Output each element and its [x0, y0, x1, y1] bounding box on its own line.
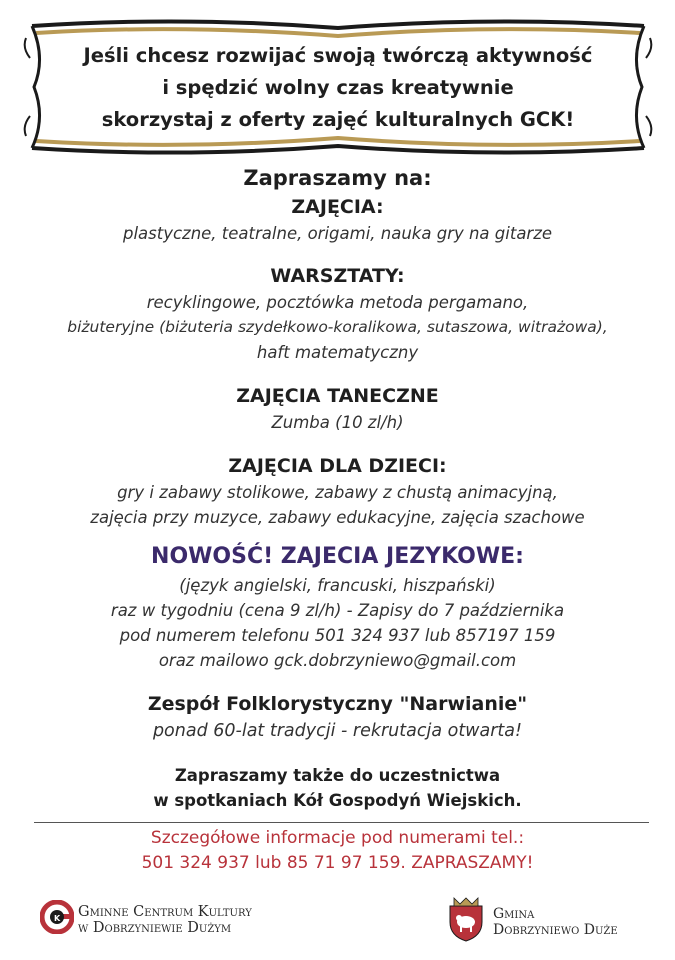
gck-name-line-2: w Dobrzyniewie Dużym [78, 920, 232, 936]
warsztaty-line-2: biżuteryjne (biżuteria szydełkowo-koralikowa, sutaszowa, witrażowa), [67, 318, 608, 336]
gmina-name [493, 906, 618, 938]
warsztaty-line-3: haft matematyczny [256, 343, 419, 362]
divider [34, 822, 649, 823]
banner-line-2: i spędzić wolny czas kreatywnie [162, 76, 514, 99]
svg-text:K: K [54, 914, 61, 923]
warsztaty-heading: WARSZTATY: [270, 265, 405, 287]
taneczne-heading: ZAJĘCIA TANECZNE [236, 385, 439, 407]
gck-name [78, 904, 252, 936]
dzieci-line-1: gry i zabawy stolikowe, zabawy z chustą animacyjną, [117, 483, 558, 502]
zajecia-heading: ZAJĘCIA: [291, 196, 384, 218]
banner-text [22, 40, 654, 136]
dzieci-line-2: zajęcia przy muzyce, zabawy edukacyjne, zajęcia szachowe [90, 508, 585, 527]
gck-logo-icon [40, 900, 74, 934]
jezykowe-line-1: (język angielski, francuski, hiszpański) [179, 576, 496, 595]
contact-line-1: Szczegółowe informacje pod numerami tel.: [150, 828, 525, 848]
kgw-line-1: Zapraszamy także do uczestnictwa [174, 766, 501, 785]
jezykowe-line-4: oraz mailowo gck.dobrzyniewo@gmail.com [158, 651, 517, 670]
kgw-line-2: w spotkaniach Kół Gospodyń Wiejskich. [153, 791, 522, 810]
gck-name-line-1: Gminne Centrum Kultury [78, 904, 252, 920]
jezykowe-line-2: raz w tygodniu (cena 9 zl/h) - Zapisy do 7 października [110, 601, 565, 620]
folk-heading: Zespół Folklorystyczny "Narwianie" [147, 693, 528, 715]
invite-heading: Zapraszamy na: [243, 166, 432, 190]
jezykowe-heading: NOWOŚĆ! ZAJECIA JEZYKOWE: [151, 544, 524, 569]
dzieci-heading: ZAJĘCIA DLA DZIECI: [228, 455, 447, 477]
jezykowe-line-3: pod numerem telefonu 501 324 937 lub 857197 159 [119, 626, 556, 645]
banner-frame [22, 18, 654, 156]
folk-text: ponad 60-lat tradycji - rekrutacja otwarta! [152, 721, 523, 741]
taneczne-text: Zumba (10 zl/h) [271, 413, 404, 432]
banner-line-3: skorzystaj z oferty zajęć kulturalnych GCK! [101, 108, 575, 131]
banner-line-1: Jeśli chcesz rozwijać swoją twórczą aktywność [83, 44, 593, 67]
warsztaty-line-1: recyklingowe, pocztówka metoda pergamano, [146, 293, 529, 312]
contact-line-2: 501 324 937 lub 85 71 97 159. ZAPRASZAMY! [141, 853, 534, 873]
gmina-crest-icon [446, 896, 486, 942]
gmina-name-line-1: Gmina [493, 906, 535, 922]
zajecia-text: plastyczne, teatralne, origami, nauka gry na gitarze [122, 224, 553, 243]
gmina-name-line-2: Dobrzyniewo Duże [493, 922, 618, 938]
